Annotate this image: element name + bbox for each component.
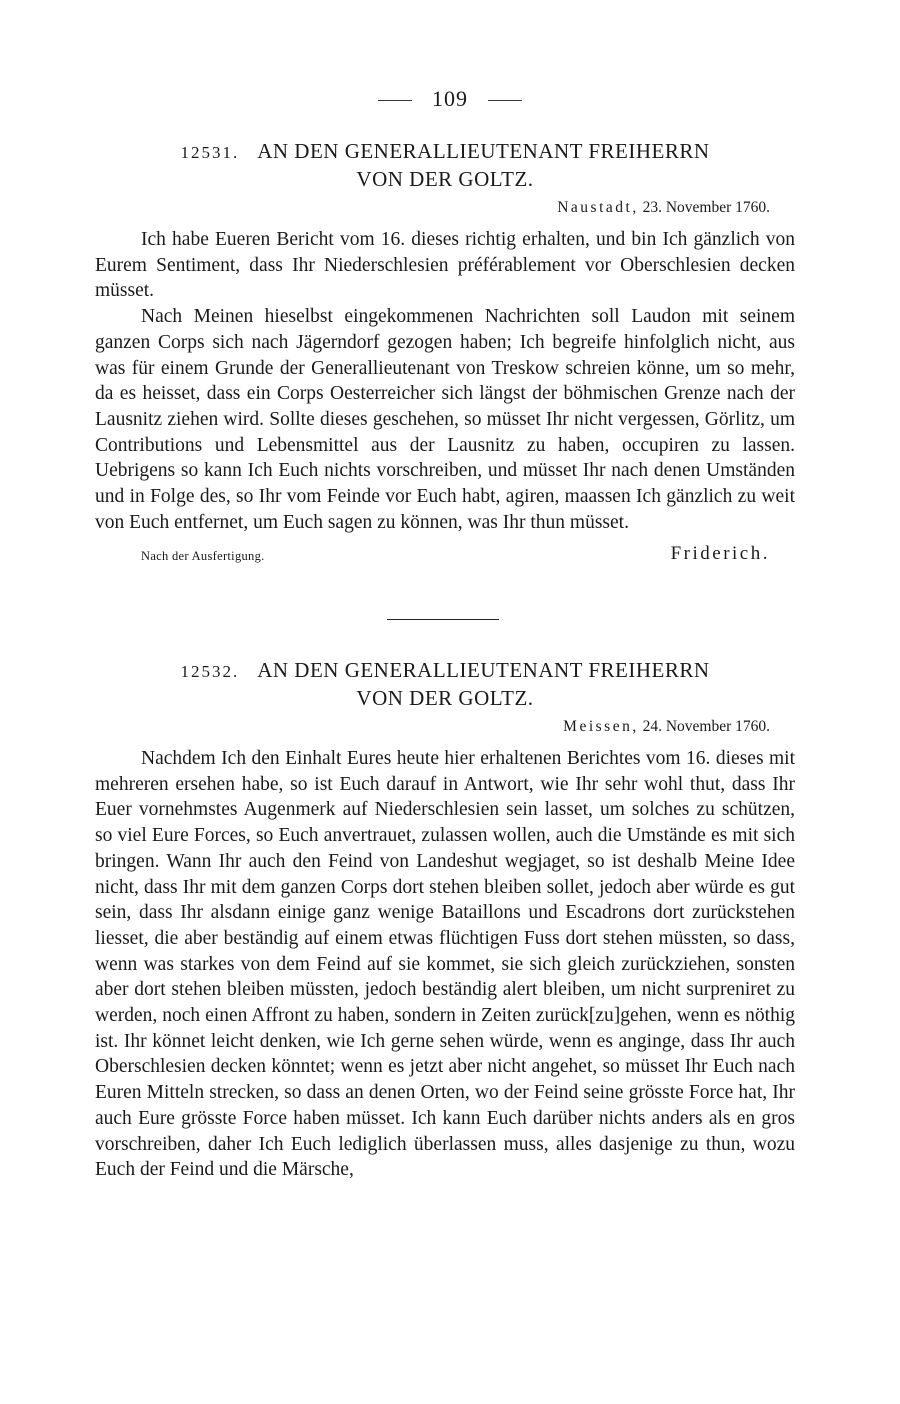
heading-line-2: VON DER GOLTZ. bbox=[356, 686, 534, 710]
letter-body bbox=[95, 227, 795, 535]
heading-addressee: AN DEN GENERALLIEUTENANT FREIHERRN bbox=[257, 658, 710, 682]
dateline bbox=[95, 718, 795, 736]
letter-number: 12532. bbox=[180, 662, 240, 681]
dateline-place: Meissen, bbox=[563, 718, 639, 735]
page-number: 109 bbox=[432, 86, 468, 111]
letter-12532 bbox=[95, 657, 795, 1183]
letter-number: 12531. bbox=[180, 143, 240, 162]
heading-addressee: AN DEN GENERALLIEUTENANT FREIHERRN bbox=[257, 139, 710, 163]
dateline-date: 24. November 1760. bbox=[642, 718, 770, 735]
section-divider bbox=[387, 619, 499, 620]
dateline-date: 23. November 1760. bbox=[642, 199, 770, 216]
page-number-dash-left bbox=[378, 100, 412, 101]
letter-footer bbox=[95, 543, 795, 569]
heading-line-1 bbox=[95, 657, 795, 685]
dateline-place: Naustadt, bbox=[557, 199, 639, 216]
source-note: Nach der Ausfertigung. bbox=[141, 549, 265, 564]
heading-line-1 bbox=[95, 138, 795, 166]
dateline bbox=[95, 199, 795, 217]
paragraph: Nachdem Ich den Einhalt Eures heute hier erhaltenen Berichtes vom 16. dieses mit mehreren ersehen habe, so ist Euch darauf in Antwort, wie Ihr sehr wohl thut, dass Ihr Euer vornehmstes Augenmerk auf Niederschlesien sein lasset, um solches zu schützen, so viel Eure Forces, so Euch anvertrauet, zulassen wollen, auch die Umstände es mit sich bringen. Wann Ihr auch den Feind von Landeshut wegjaget, so ist deshalb Meine Idee nicht, dass Ihr mit dem ganzen Corps dort stehen bleiben sollet, jedoch aber würde es gut sein, dass Ihr alsdann einige ganz wenige Bataillons und Escadrons dort zurückstehen liesset, die aber beständig auf einem etwas flüchtigen Fuss dort stehen müssten, so dass, wenn was starkes von dem Feind auf sie kommet, sie sich gleich zurückziehen, sonsten aber dort stehen bleiben müssten, jedoch beständig alert bleiben, um nicht surpreniret zu werden, noch einen Affront zu haben, sondern in Zeiten zurück[zu]gehen, wenn es nöthig ist. Ihr könnet leicht denken, wie Ich gerne sehen würde, wenn es anginge, dass Ihr auch Oberschlesien decken könntet; wenn es jetzt aber nicht angehet, so müsset Ihr Euch nach Euren Mitteln strecken, so dass an denen Orten, wo der Feind seine grösste Force hat, Ihr auch Eure grösste Force haben müsset. Ich kann Euch darüber nichts anders als en gros vorschreiben, daher Ich Euch lediglich überlassen muss, alles dasjenige zu thun, wozu Euch der Feind und die Märsche, bbox=[95, 748, 795, 1181]
letter-heading bbox=[95, 657, 795, 711]
page-number-dash-right bbox=[488, 100, 522, 101]
paragraph: Nach Meinen hieselbst eingekommenen Nachrichten soll Laudon mit seinem ganzen Corps sich nach Jägerndorf gezogen haben; Ich begreife hinfolglich nicht, aus was für einem Grunde der Generallieutenant von Treskow schreien könne, um so mehr, da es heisset, dass ein Corps Oesterreicher sich längst der böhmischen Grenze nach der Lausnitz ziehen wird. Sollte dieses geschehen, so müsset Ihr nicht vergessen, Görlitz, um Contributions und Lebensmittel aus der Lausnitz zu haben, occupiren zu lassen. Uebrigens so kann Ich Euch nichts vorschreiben, und müsset Ihr nach denen Umständen und in Folge des, so Ihr vom Feinde vor Euch habt, agiren, maassen Ich gänzlich zu weit von Euch entfernet, um Euch sagen zu können, was Ihr thun müsset. bbox=[95, 306, 795, 533]
heading-line-2: VON DER GOLTZ. bbox=[356, 167, 534, 191]
letter-body bbox=[95, 746, 795, 1183]
page-number-line bbox=[0, 86, 900, 112]
paragraph: Ich habe Eueren Bericht vom 16. dieses richtig erhalten, und bin Ich gänzlich von Eurem Sentiment, dass Ihr Niederschlesien préférablement vor Oberschlesien decken müsset. bbox=[95, 229, 795, 302]
letter-heading bbox=[95, 138, 795, 192]
signature: Friderich. bbox=[670, 543, 770, 565]
letter-12531 bbox=[95, 138, 795, 569]
